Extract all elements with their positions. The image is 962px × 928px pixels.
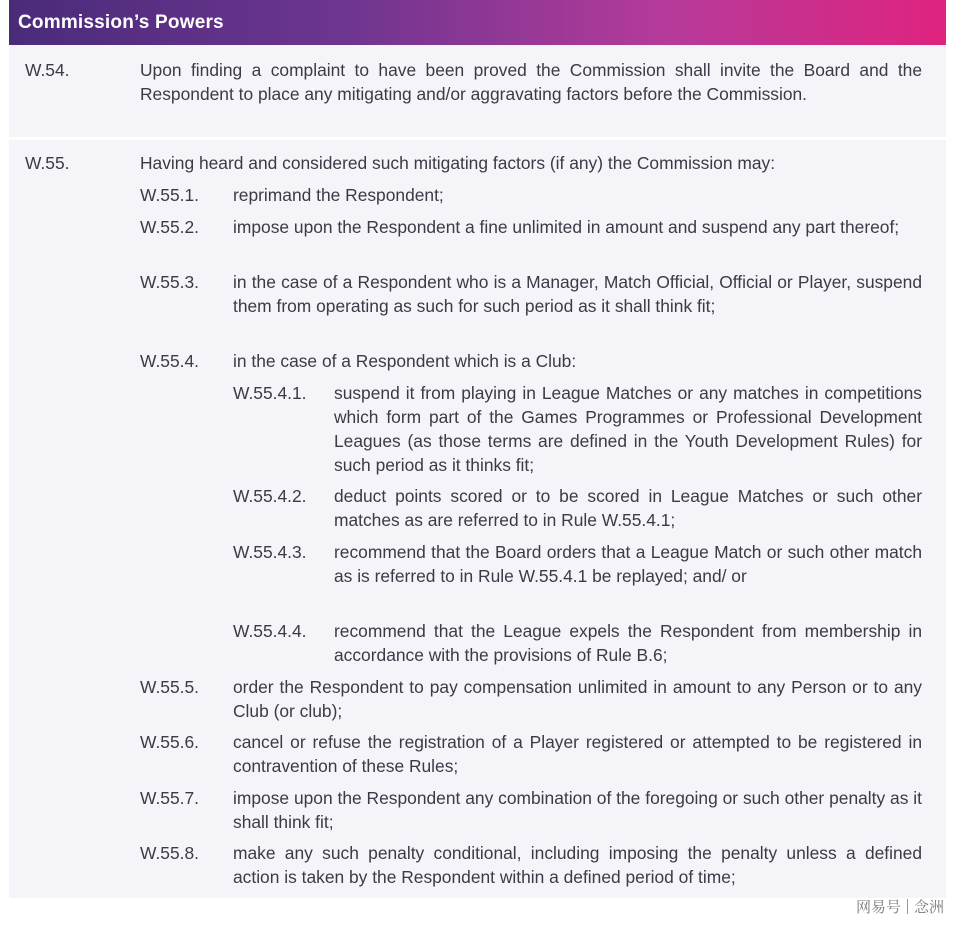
clause-text: in the case of a Respondent who is a Manager, Match Official, Official or Player, suspend them from operating as such for such period as it shall think fit; (233, 272, 922, 316)
section-header: Commission’s Powers (9, 0, 946, 45)
watermark-divider (907, 899, 908, 914)
clause-number: W.55.3. (140, 272, 199, 292)
subclause-text: deduct points scored or to be scored in League Matches or such other matches as are referred to in Rule W.55.4.1; (334, 486, 922, 530)
clause-number: W.55.7. (140, 788, 199, 808)
watermark (856, 896, 944, 917)
subclause-number: W.55.4.1. (233, 383, 307, 403)
clause-number: W.55.1. (140, 185, 199, 205)
clause-number: W.55.2. (140, 217, 199, 237)
subclause-number: W.55.4.2. (233, 486, 307, 506)
watermark-author: 念洲 (913, 898, 944, 916)
watermark-brand: 网易号 (855, 898, 901, 916)
clause-number: W.55.8. (140, 843, 199, 863)
subclause-text: suspend it from playing in League Matches or any matches in competitions which form part of the Games Programmes or Professional Development Leagues (as those terms are defined in the Youth Development Rules) for such period as it thinks fit; (334, 383, 922, 475)
clause-text: impose upon the Respondent any combination of the foregoing or such other penalty as it shall think fit; (233, 788, 922, 832)
clause-text: cancel or refuse the registration of a Player registered or attempted to be registered in contravention of these Rules; (233, 732, 922, 776)
clause-text: in the case of a Respondent which is a Club: (233, 351, 577, 371)
clause-text: reprimand the Respondent; (233, 185, 444, 205)
clause-text: order the Respondent to pay compensation unlimited in amount to any Person or to any Club (or club); (233, 677, 922, 721)
clause-number: W.55.5. (140, 677, 199, 697)
rule-text: Having heard and considered such mitigating factors (if any) the Commission may: (140, 153, 776, 173)
rule-number: W.54. (25, 60, 70, 80)
subclause-text: recommend that the League expels the Respondent from membership in accordance with the provisions of Rule B.6; (334, 621, 922, 665)
clause-number: W.55.4. (140, 351, 199, 371)
subclause-text: recommend that the Board orders that a League Match or such other match as is referred to in Rule W.55.4.1 be replayed; and/ or (334, 542, 922, 586)
subclause-number: W.55.4.4. (233, 621, 307, 641)
clause-text: make any such penalty conditional, including imposing the penalty unless a defined action is taken by the Respondent within a defined period of time; (233, 843, 922, 887)
rule-text: Upon finding a complaint to have been proved the Commission shall invite the Board and the Respondent to place any mitigating and/or aggravating factors before the Commission. (140, 60, 922, 104)
rule-number: W.55. (25, 153, 70, 173)
clause-number: W.55.6. (140, 732, 199, 752)
clause-text: impose upon the Respondent a fine unlimited in amount and suspend any part thereof; (233, 217, 900, 237)
subclause-number: W.55.4.3. (233, 542, 307, 562)
